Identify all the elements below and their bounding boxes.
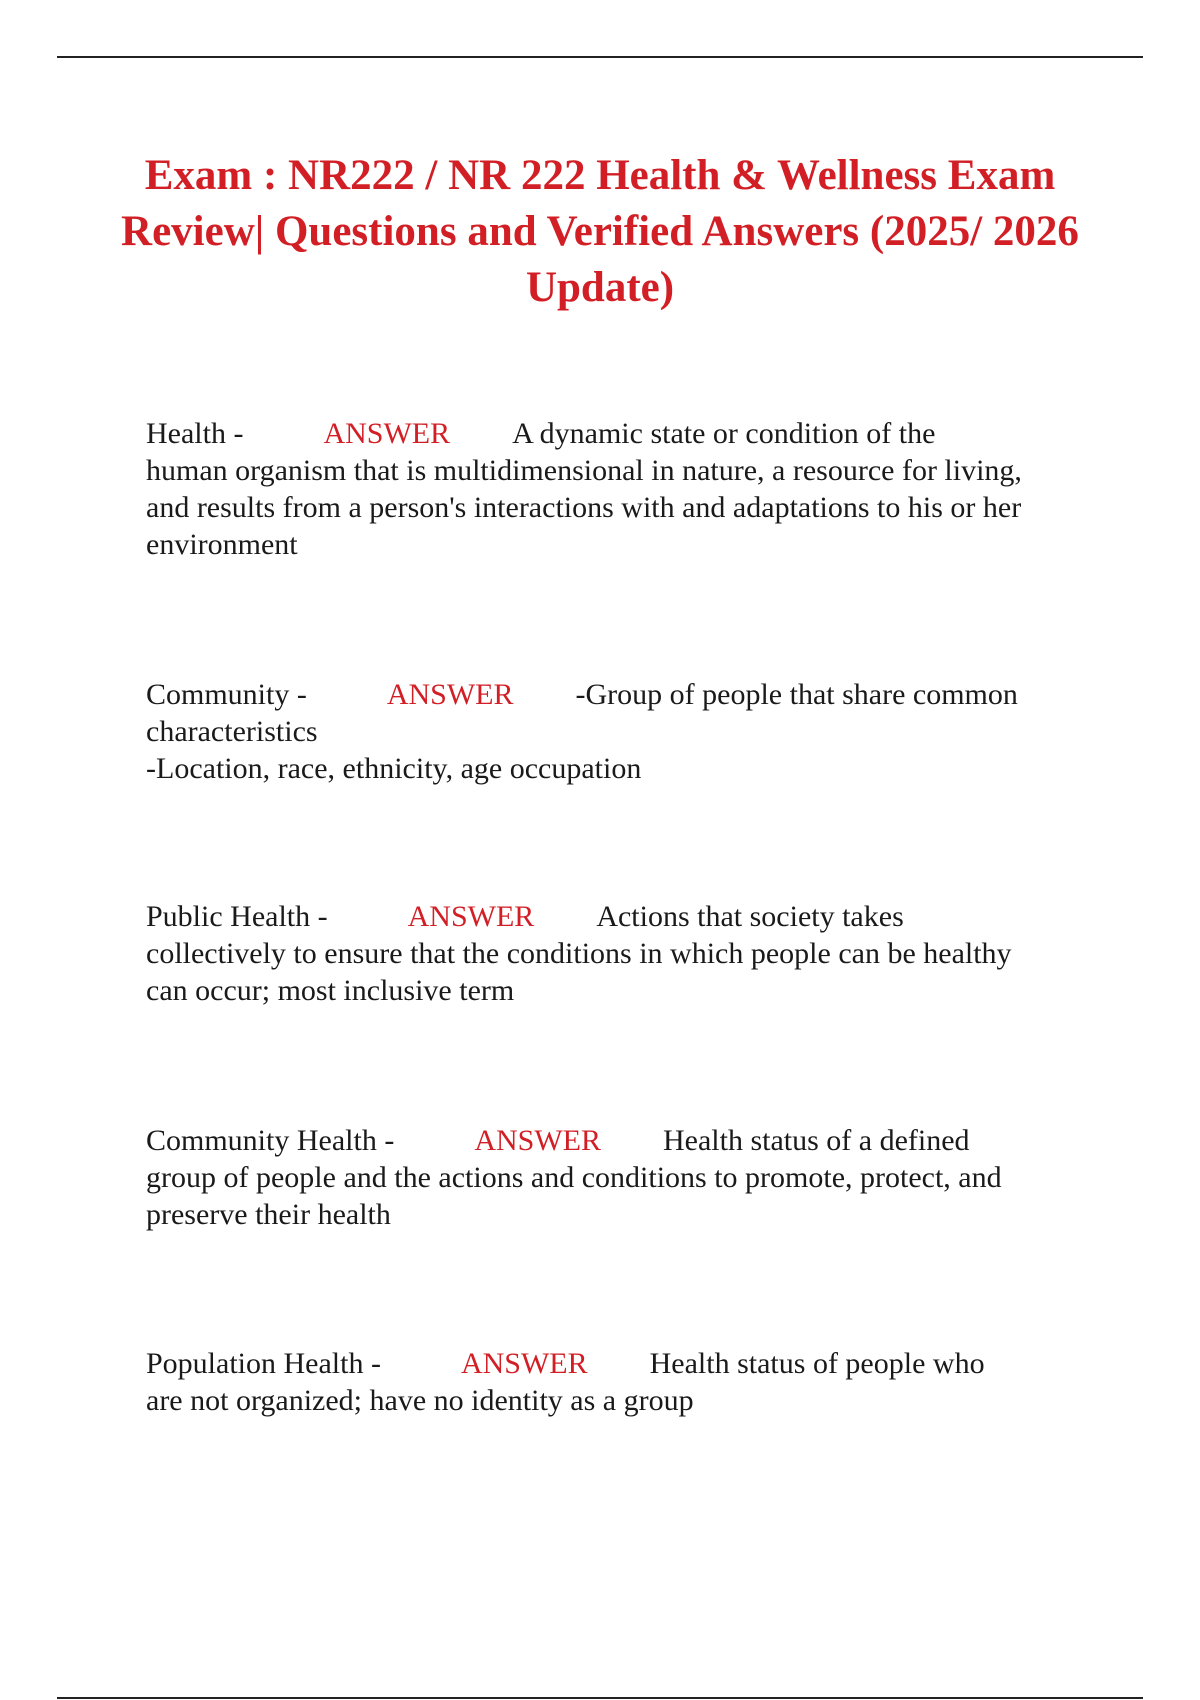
term: Community - — [146, 678, 307, 711]
term: Public Health - — [146, 900, 328, 933]
answer-label: ANSWER — [386, 678, 514, 711]
term: Population Health - — [146, 1347, 381, 1380]
definition-line: group of people and the actions and conditions to promote, protect, and — [146, 1161, 1002, 1194]
entry-health — [146, 415, 1096, 563]
bottom-rule — [57, 1697, 1143, 1699]
document-title: Exam : NR222 / NR 222 Health & Wellness Exam Review| Questions and Verified Answers (2025/ 2026 Update) — [121, 152, 1079, 311]
definition-line: collectively to ensure that the conditions in which people can be healthy — [146, 937, 1012, 970]
answer-label: ANSWER — [460, 1347, 588, 1380]
answer-label: ANSWER — [474, 1124, 601, 1157]
entry-community — [146, 676, 1096, 787]
definition-line: characteristics — [146, 715, 318, 748]
definition-line: environment — [146, 528, 298, 561]
definition-line: A dynamic state or condition of the — [512, 417, 936, 450]
answer-label: ANSWER — [407, 900, 535, 933]
answer-label: ANSWER — [323, 417, 451, 450]
definition-line: -Group of people that share common — [575, 678, 1018, 711]
entry-population-health — [146, 1345, 1096, 1419]
entry-community-health — [146, 1122, 1096, 1233]
definition-line: can occur; most inclusive term — [146, 974, 515, 1007]
top-rule — [57, 56, 1143, 58]
definition-line: human organism that is multidimensional in nature, a resource for living, — [146, 454, 1022, 487]
definition-line: Health status of a defined — [662, 1124, 970, 1157]
definition-line: Actions that society takes — [596, 900, 904, 933]
term: Community Health - — [146, 1124, 395, 1157]
definition-line: are not organized; have no identity as a group — [146, 1384, 694, 1417]
definition-line: Health status of people who — [649, 1347, 985, 1380]
entry-public-health — [146, 898, 1096, 1009]
term: Health - — [146, 417, 244, 450]
definition-line: preserve their health — [146, 1198, 391, 1231]
definition-line: -Location, race, ethnicity, age occupation — [146, 752, 642, 785]
definition-line: and results from a person's interactions with and adaptations to his or her — [146, 491, 1022, 524]
